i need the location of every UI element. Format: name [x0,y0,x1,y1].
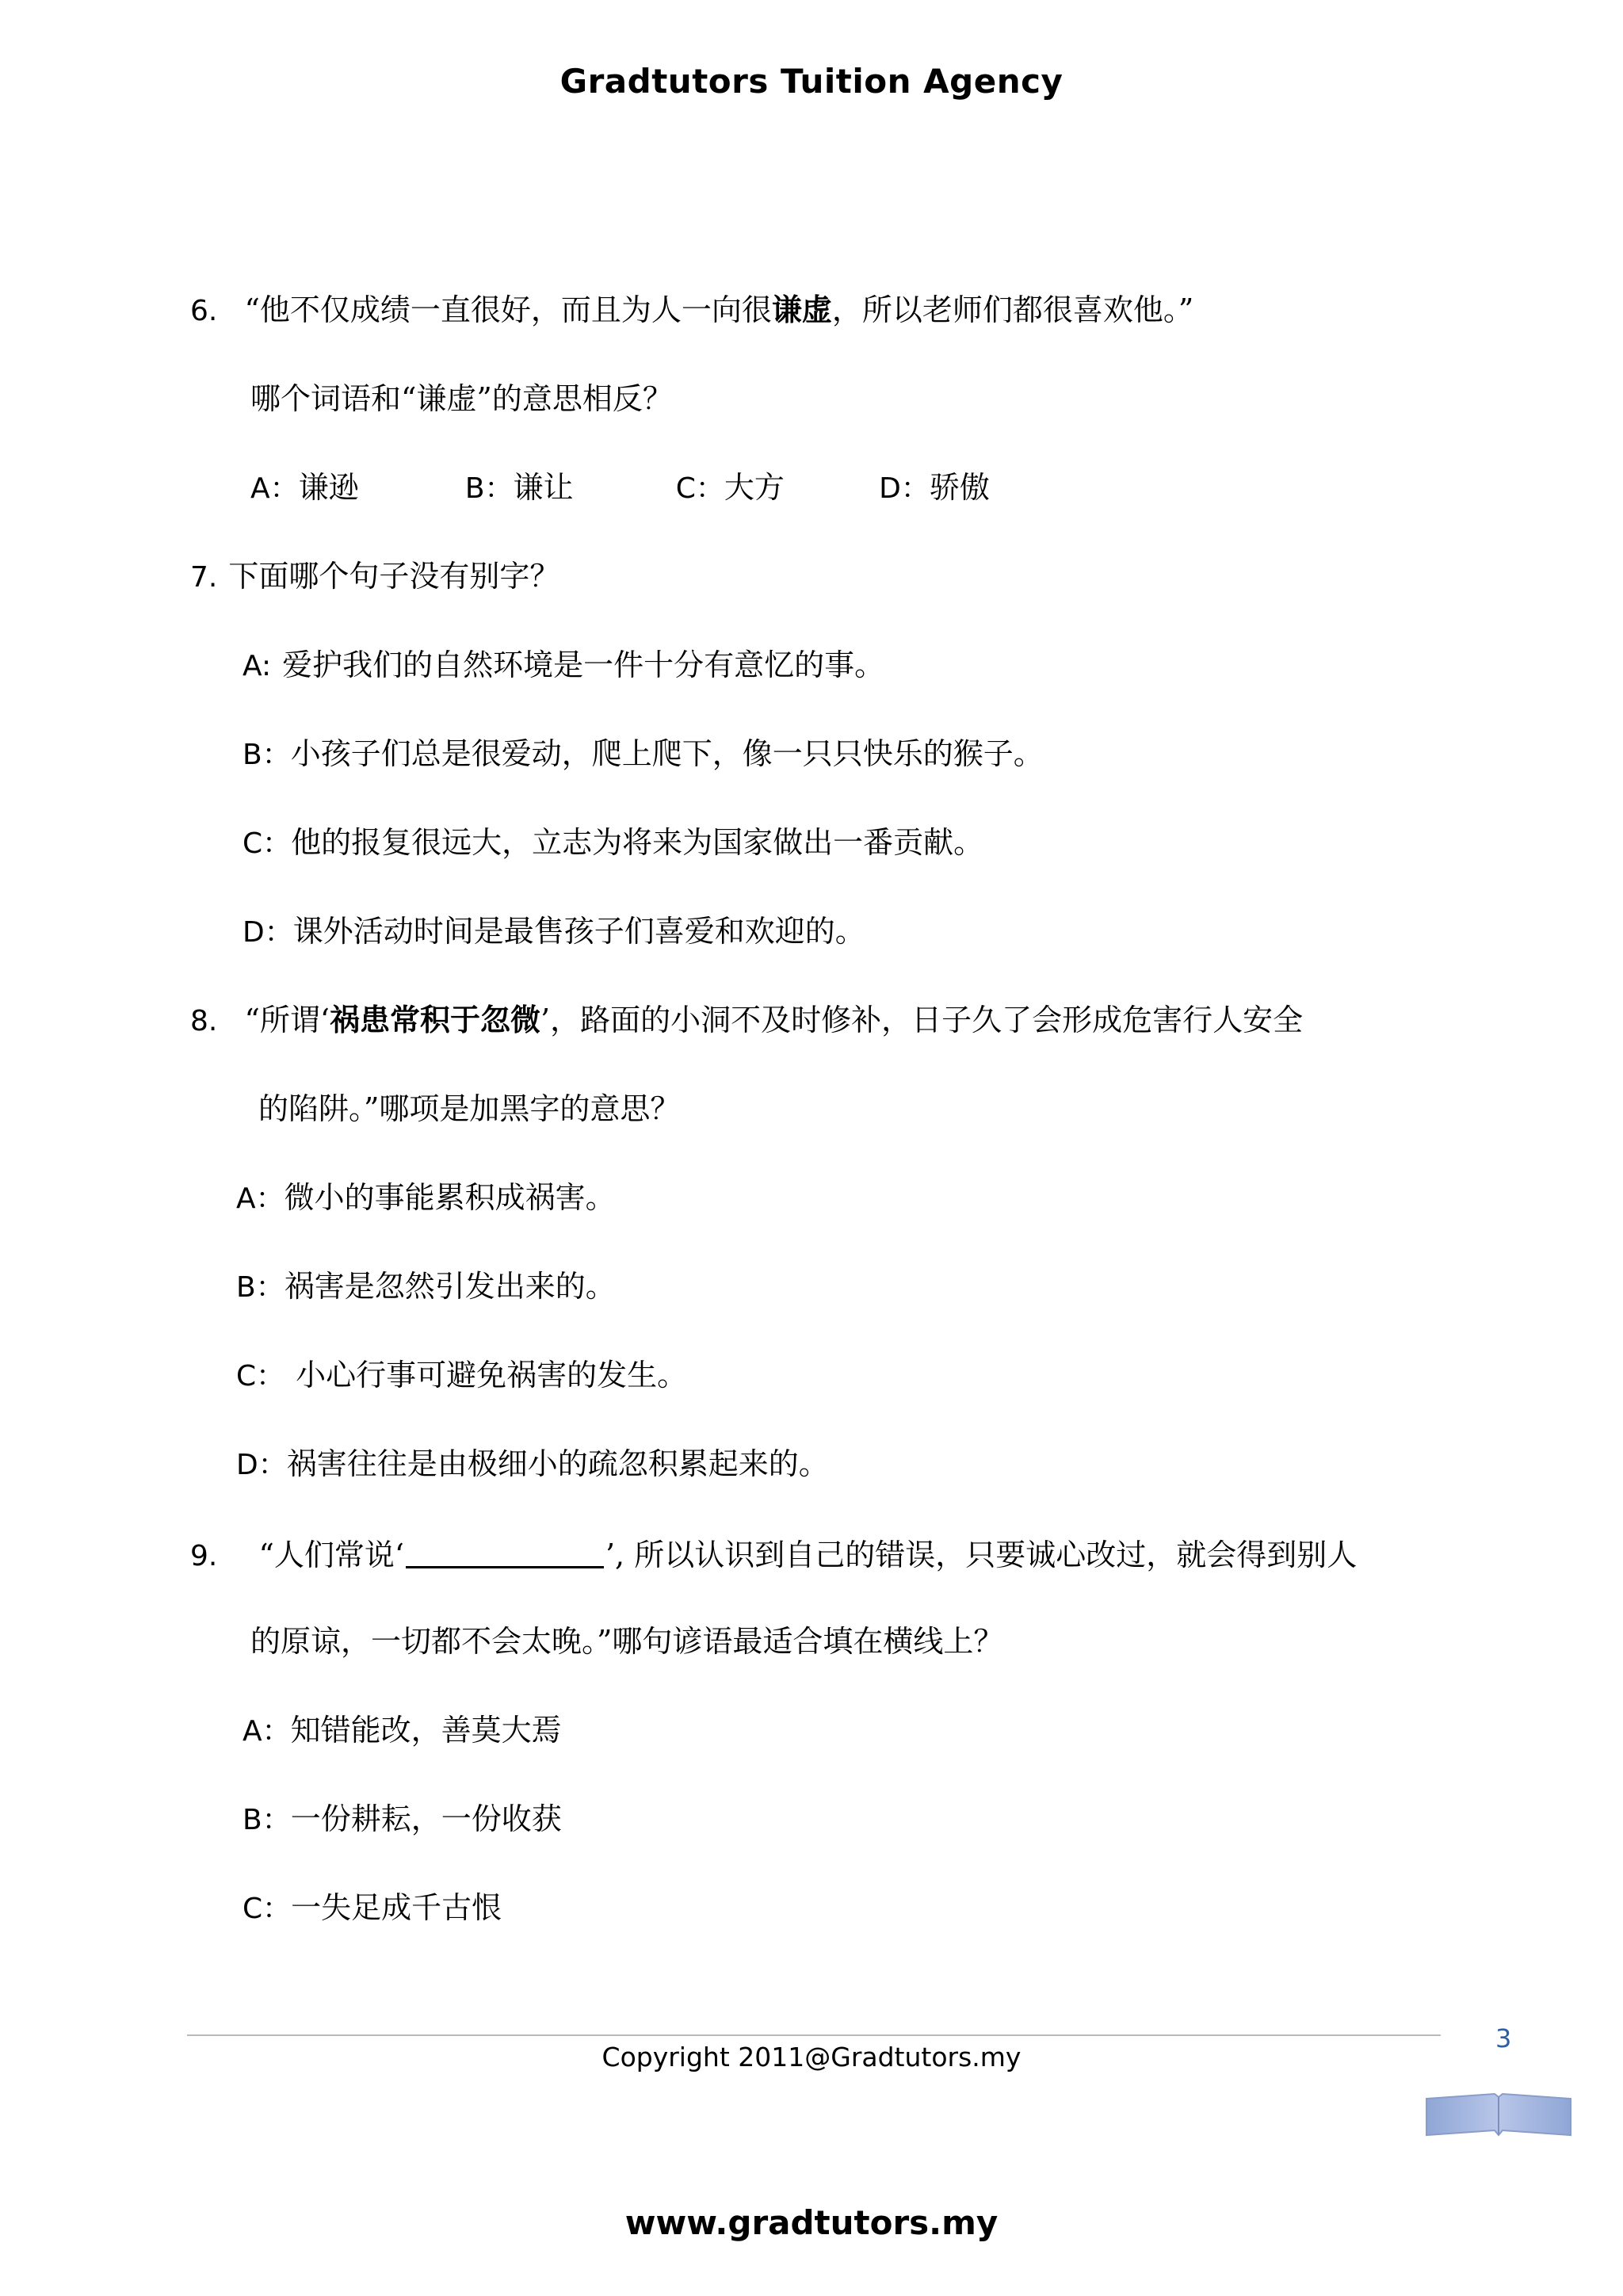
question-number: 6. [190,295,218,327]
question-7-option-d[interactable]: D：课外活动时间是最售孩子们喜爱和欢迎的。 [242,914,865,949]
question-9-stem [190,1538,1357,1571]
question-6-options [250,472,990,503]
stem-text: ’, 所以认识到自己的错误，只要诚心改过，就会得到别人 [605,1538,1358,1572]
open-book-icon [1423,2091,1574,2140]
stem-text: ，所以老师们都很喜欢他。” [831,292,1194,327]
question-7-option-c[interactable]: C：他的报复很远大，立志为将来为国家做出一番贡献。 [242,825,984,860]
question-8-option-d[interactable]: D：祸害往往是由极细小的疏忽积累起来的。 [236,1446,829,1481]
website-url[interactable]: www.gradtutors.my [624,2203,999,2242]
question-8-option-a[interactable]: A：微小的事能累积成祸害。 [236,1180,616,1215]
question-number: 9. [190,1540,218,1572]
option-a[interactable]: A：谦逊 [250,470,359,505]
fill-in-blank[interactable] [406,1538,604,1568]
question-6-prompt: 哪个词语和“谦虚”的意思相反？ [250,381,673,416]
question-8-stem-line2: 的陷阱。”哪项是加黑字的意思？ [258,1091,681,1126]
question-8-option-b[interactable]: B：祸害是忽然引发出来的。 [236,1269,616,1304]
stem-text: ’，路面的小洞不及时修补，日子久了会形成危害行人安全 [540,1003,1304,1037]
stem-text: 下面哪个句子没有别字？ [228,559,560,594]
question-9-stem-line2: 的原谅，一切都不会太晚。”哪句谚语最适合填在横线上？ [250,1624,1004,1659]
stem-text: “他不仅成绩一直很好，而且为人一向很 [244,292,772,327]
bold-phrase: 祸患常积于忽微 [329,1002,540,1037]
question-7-option-a[interactable]: A: 爱护我们的自然环境是一件十分有意忆的事。 [242,648,885,682]
question-8-option-c[interactable]: C： 小心行事可避免祸害的发生。 [236,1358,688,1392]
question-9-option-b[interactable]: B：一份耕耘，一份收获 [242,1801,562,1836]
question-9-option-a[interactable]: A：知错能改，善莫大焉 [242,1713,562,1748]
question-number: 8. [190,1005,218,1037]
question-number: 7. [190,561,218,594]
stem-text: “所谓‘ [244,1003,330,1037]
option-c[interactable]: C：大方 [675,470,785,505]
question-9-option-c[interactable]: C：一失足成千古恨 [242,1890,502,1925]
question-6-stem [190,292,1194,327]
question-8-stem [190,1002,1304,1037]
question-7-option-b[interactable]: B：小孩子们总是很爱动，爬上爬下，像一只只快乐的猴子。 [242,736,1044,771]
copyright-text: Copyright 2011@Gradtutors.my [601,2042,1022,2073]
option-b[interactable]: B：谦让 [464,470,574,505]
stem-text: “人们常说‘ [258,1538,404,1572]
question-7-stem [190,561,559,592]
footer-divider [187,2034,1441,2036]
page-header-title: Gradtutors Tuition Agency [559,62,1064,101]
option-d[interactable]: D：骄傲 [879,470,990,505]
page-number: 3 [1495,2023,1512,2053]
bold-word: 谦虚 [771,292,832,327]
